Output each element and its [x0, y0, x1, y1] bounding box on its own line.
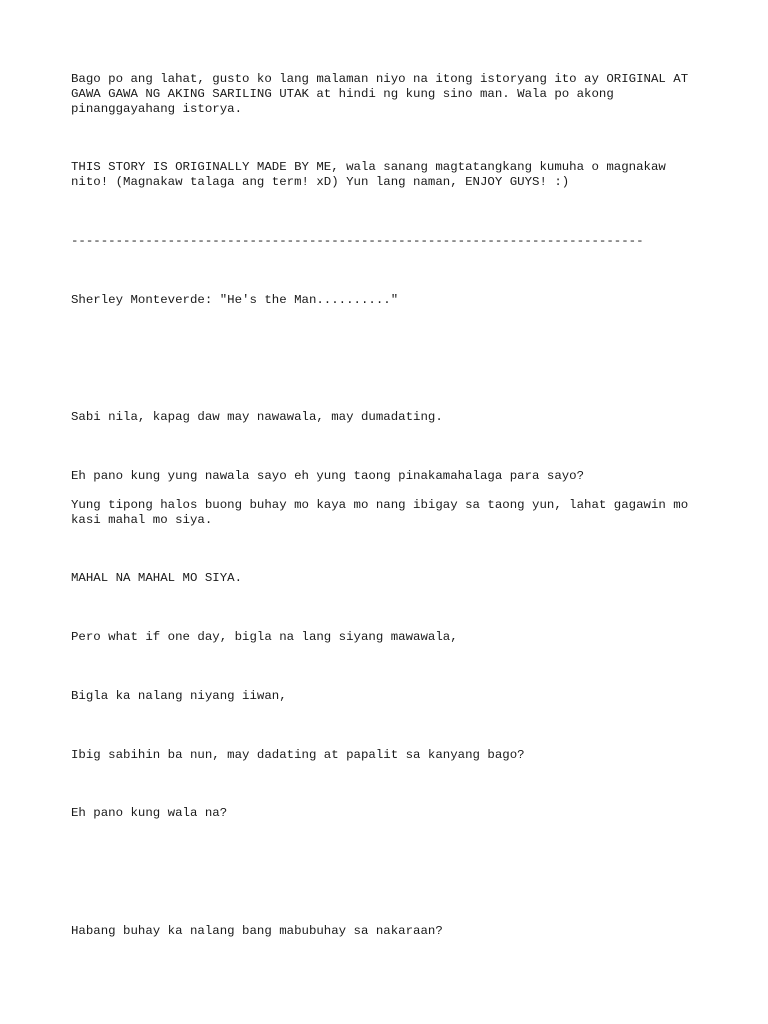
story-line-3a: Yung tipong halos buong buhay mo kaya mo nang ibigay sa taong yun, lahat gagawin mo — [71, 498, 689, 512]
story-line-2: Eh pano kung yung nawala sayo eh yung taong pinakamahalaga para sayo? — [71, 469, 585, 483]
story-line-6: Bigla ka nalang niyang iiwan, — [71, 689, 287, 703]
disclaimer-line-1: THIS STORY IS ORIGINALLY MADE BY ME, wala sanang magtatangkang kumuha o magnakaw — [71, 160, 666, 174]
story-line-7: Ibig sabihin ba nun, may dadating at papalit sa kanyang bago? — [71, 748, 525, 762]
story-line-4: MAHAL NA MAHAL MO SIYA. — [71, 571, 243, 585]
chapter-title: Sherley Monteverde: "He's the Man.........." — [71, 293, 399, 307]
disclaimer-line-2: nito! (Magnakaw talaga ang term! xD) Yun lang naman, ENJOY GUYS! :) — [71, 175, 570, 189]
story-line-9: Habang buhay ka nalang bang mabubuhay sa nakaraan? — [71, 924, 443, 938]
story-line-8: Eh pano kung wala na? — [71, 806, 228, 820]
story-line-5: Pero what if one day, bigla na lang siyang mawawala, — [71, 630, 458, 644]
separator-line: ----------------------------------------------------------------------------- — [71, 234, 644, 248]
intro-line-1: Bago po ang lahat, gusto ko lang malaman niyo na itong istoryang ito ay ORIGINAL AT — [71, 72, 689, 86]
story-line-3b: kasi mahal mo siya. — [71, 513, 213, 527]
story-line-1: Sabi nila, kapag daw may nawawala, may dumadating. — [71, 410, 443, 424]
intro-line-2: GAWA GAWA NG AKING SARILING UTAK at hindi ng kung sino man. Wala po akong — [71, 87, 614, 101]
intro-line-3: pinanggayahang istorya. — [71, 102, 243, 116]
